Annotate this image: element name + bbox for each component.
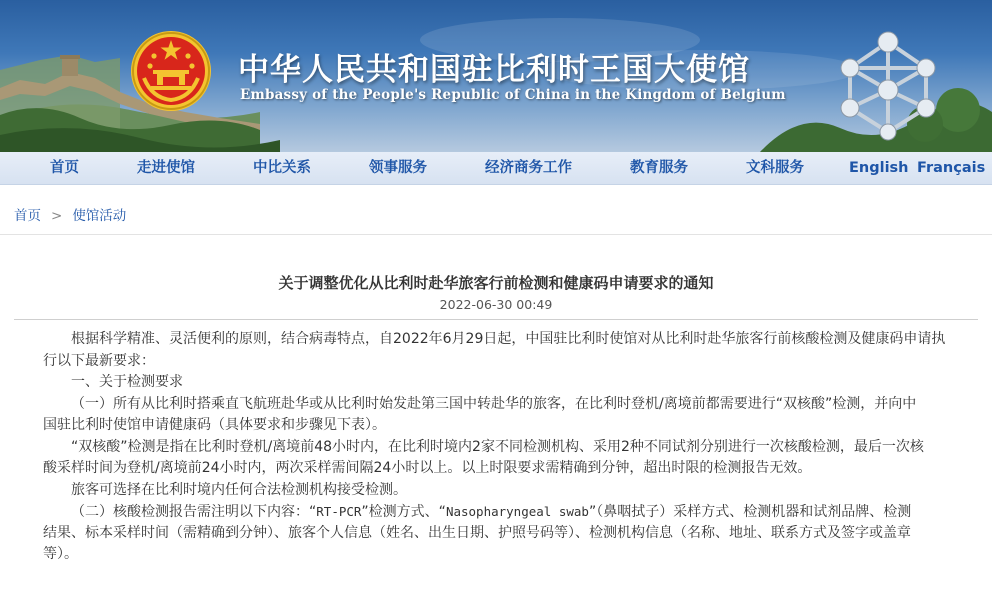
article-line: 行以下最新要求： [43,352,155,369]
nav-item-culture-tech-services[interactable]: 文科服务 [746,160,804,176]
nav-item-francais[interactable]: Français [917,160,986,176]
breadcrumb-current-link[interactable]: 使馆活动 [72,208,127,224]
article-line: “双核酸”检测是指在比利时登机/离境前48小时内，在比利时境内2家不同检测机构、采用2种不同试剂分别进行一次核酸检测，最后一次核 [71,438,924,455]
main-nav [0,152,992,185]
article-line: 旅客可选择在比利时境内任何合法检测机构接受检测。 [71,481,407,498]
article-date: 2022-06-30 00:49 [439,297,553,312]
article-line: 国驻比利时使馆申请健康码（具体要求和步骤见下表）。 [43,417,386,433]
nav-item-economic-commerce[interactable]: 经济商务工作 [485,160,572,176]
article-body [43,329,973,566]
nav-item-about-embassy[interactable]: 走进使馆 [137,160,195,176]
site-subtitle: Embassy of the People's Republic of China in the Kingdom of Belgium [240,87,786,103]
article-title: 关于调整优化从比利时赴华旅客行前检测和健康码申请要求的通知 [278,274,714,292]
article-line: （一）所有从比利时搭乘直飞航班赴华或从比利时始发赴第三国中转赴华的旅客，在比利时登机/离境前都需要进行“双核酸”检测，并向中 [71,395,917,412]
nav-item-home[interactable]: 首页 [50,160,79,176]
article-line: 结果、标本采样时间（需精确到分钟）、旅客个人信息（姓名、出生日期、护照号码等）、检测机构信息（名称、地址、联系方式及签字或盖章 [43,524,911,541]
article-line-requirements [43,501,973,523]
site-banner [0,0,992,152]
site-title: 中华人民共和国驻比利时王国大使馆 [238,52,750,88]
breadcrumb-separator: > [51,208,63,224]
article-line: 酸采样时间为登机/离境前24小时内，两次采样需间隔24小时以上。以上时限要求需精确到分钟，超出时限的检测报告无效。 [43,460,812,476]
breadcrumb-home-link[interactable]: 首页 [14,208,41,224]
article-line: 等）。 [43,546,78,562]
article-text-mono: RT-PCR [316,504,362,519]
article-line: 根据科学精准、灵活便利的原则，结合病毒特点，自2022年6月29日起，中国驻比利时使馆对从比利时赴华旅客行前核酸检测及健康码申请执 [71,331,946,347]
nav-item-english[interactable]: English [849,160,909,176]
national-emblem-icon [130,30,212,112]
section-heading: 一、关于检测要求 [71,374,183,390]
breadcrumb-divider [0,234,992,235]
article-text: ”检测方式、“ [361,504,446,520]
nav-item-education-services[interactable]: 教育服务 [630,160,688,176]
article-text: ”（鼻咽拭子）采样方式、检测机器和试剂品牌、检测 [588,504,912,520]
nav-item-china-belgium-relations[interactable]: 中比关系 [253,160,311,176]
nav-item-consular-services[interactable]: 领事服务 [369,160,427,176]
article-text-mono: Nasopharyngeal swab [445,504,589,519]
article-divider [14,319,978,320]
article-text: （二）核酸检测报告需注明以下内容：“ [71,504,317,520]
breadcrumb [14,204,126,224]
